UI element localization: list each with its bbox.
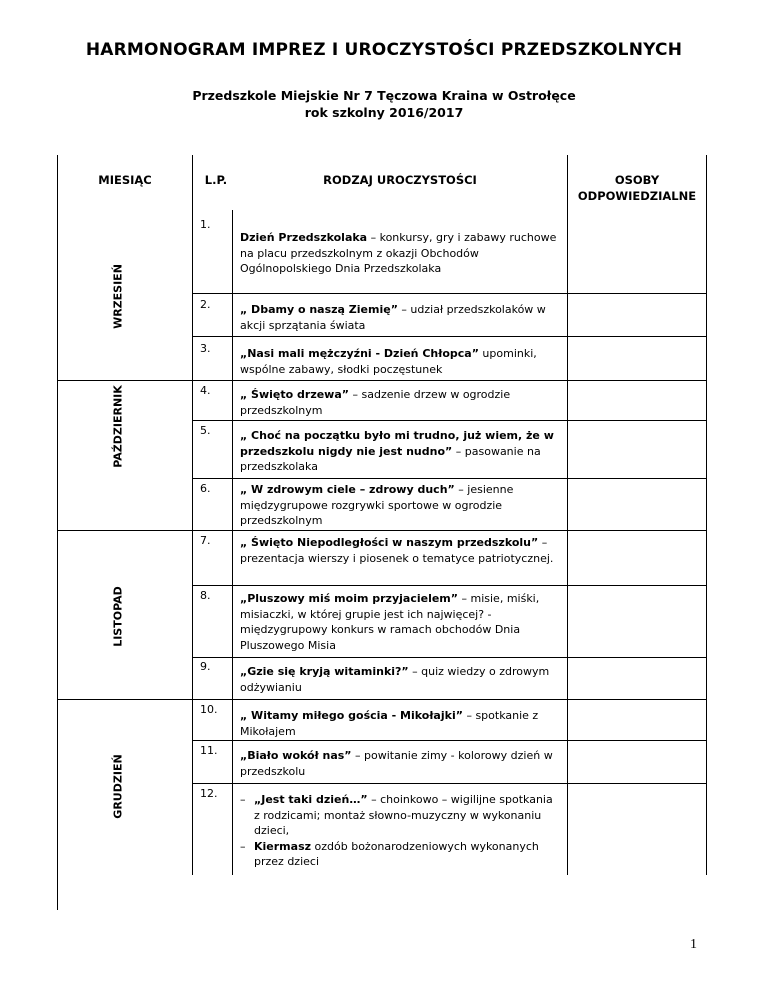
month-separator <box>57 699 192 700</box>
event-name: Dzień Przedszkolaka <box>240 231 368 244</box>
row-number: 2. <box>200 298 211 311</box>
month-label-wrzesien: WRZESIEŃ <box>111 264 125 329</box>
header-month: MIESIĄC <box>98 173 152 187</box>
header-persons <box>568 172 706 204</box>
event-name: „ W zdrowym ciele – zdrowy duch” <box>240 483 455 496</box>
row-line <box>192 420 706 421</box>
row-number: 11. <box>200 744 218 757</box>
event-description <box>240 428 560 475</box>
list-item <box>240 792 560 839</box>
row-number: 4. <box>200 384 211 397</box>
event-description <box>240 748 560 779</box>
event-name: „ Święto drzewa” <box>240 388 349 401</box>
page-number: 1 <box>690 937 697 952</box>
event-name: „ Święto Niepodległości w naszym przedszkolu” <box>240 536 539 549</box>
event-description <box>240 535 560 566</box>
header-persons-line1: OSOBY <box>614 173 660 187</box>
row-line <box>192 380 706 381</box>
event-details: – quiz wiedzy o zdrowym odżywianiu <box>240 665 550 694</box>
event-description-list <box>240 792 560 870</box>
event-details: – spotkanie z Mikołajem <box>240 709 539 738</box>
table-divider-event <box>567 155 568 875</box>
event-name: „Biało wokół nas” <box>240 749 352 762</box>
row-line <box>192 585 706 586</box>
event-description <box>240 346 560 377</box>
event-name: „ Witamy miłego gościa - Mikołajki” <box>240 709 463 722</box>
row-number: 9. <box>200 660 211 673</box>
event-name: „ Choć na początku było mi trudno, już wiem, że w przedszkolu nigdy nie jest nudno” <box>240 429 554 458</box>
event-description <box>240 591 560 653</box>
event-description <box>240 482 560 529</box>
event-details: – prezentacja wierszy i piosenek o tematyce patriotycznej. <box>240 536 554 565</box>
event-description <box>240 708 560 739</box>
event-details: – pasowanie na przedszkolaka <box>240 444 541 473</box>
row-line <box>192 293 706 294</box>
row-line <box>192 657 706 658</box>
row-line <box>192 478 706 479</box>
event-details: – jesienne międzygrupowe rozgrywki sportowe w ogrodzie przedszkolnym <box>240 483 514 527</box>
event-name: Kiermasz <box>254 839 312 853</box>
header-persons-line2: ODPOWIEDZIALNE <box>577 189 697 203</box>
event-details: – udział przedszkolaków w akcji sprzątania świata <box>240 303 546 332</box>
row-number: 5. <box>200 424 211 437</box>
table-border-left <box>57 155 58 910</box>
page-title: HARMONOGRAM IMPREZ I UROCZYSTOŚCI PRZEDSZKOLNYCH <box>85 40 683 60</box>
row-number: 10. <box>200 703 218 716</box>
event-details: – powitanie zimy - kolorowy dzień w przedszkolu <box>240 749 553 778</box>
school-year: rok szkolny 2016/2017 <box>304 105 464 120</box>
event-name: „Pluszowy miś moim przyjacielem” <box>240 592 458 605</box>
event-details: ozdób bożonarodzeniowych wykonanych przez dzieci <box>254 839 539 868</box>
event-details: – sadzenie drzew w ogrodzie przedszkolnym <box>240 388 511 417</box>
event-description <box>240 664 560 695</box>
row-line <box>192 336 706 337</box>
event-details: – misie, miśki, misiaczki, w której grupie jest ich najwięcej? - międzygrupowy konkurs w ramach obchodów Dnia Pluszowego Misia <box>240 592 540 652</box>
table-divider-month <box>192 155 193 875</box>
event-details: – konkursy, gry i zabawy ruchowe na placu przedszkolnym z okazji Obchodów Ogólnopolskiego Dnia Przedszkolaka <box>240 231 557 275</box>
event-details: upominki, wspólne zabawy, słodki poczęstunek <box>240 347 537 376</box>
school-name: Przedszkole Miejskie Nr 7 Tęczowa Kraina w Ostrołęce <box>192 88 576 103</box>
table-divider-lp <box>232 210 233 875</box>
row-number: 12. <box>200 787 218 800</box>
month-label-grudzien: GRUDZIEŃ <box>111 754 125 819</box>
row-number: 3. <box>200 342 211 355</box>
row-number: 8. <box>200 589 211 602</box>
row-line <box>192 699 706 700</box>
event-description <box>240 230 560 277</box>
event-description <box>240 302 560 333</box>
month-label-listopad: LISTOPAD <box>111 586 125 647</box>
event-name: „ Dbamy o naszą Ziemię” <box>240 303 398 316</box>
event-details: – choinkowo – wigilijne spotkania z rodzicami; montaż słowno-muzyczny w wykonaniu dzieci, <box>254 793 553 837</box>
row-number: 7. <box>200 534 211 547</box>
month-label-pazdziernik: PAŹDZIERNIK <box>111 385 125 468</box>
row-line <box>192 530 706 531</box>
list-dash: – <box>240 839 246 853</box>
row-number: 6. <box>200 482 211 495</box>
header-event: RODZAJ UROCZYSTOŚCI <box>323 173 477 187</box>
event-name: „Gzie się kryją witaminki?” <box>240 665 409 678</box>
table-border-right <box>706 155 707 875</box>
page-subtitle <box>0 87 768 121</box>
header-lp: L.P. <box>204 173 228 187</box>
event-name: „Nasi mali mężczyźni - Dzień Chłopca” <box>240 347 479 360</box>
event-name: „Jest taki dzień…” <box>254 793 368 806</box>
event-description <box>240 387 560 418</box>
row-line <box>192 740 706 741</box>
row-line <box>192 783 706 784</box>
list-item <box>240 839 560 870</box>
list-dash: – <box>240 793 246 806</box>
month-separator <box>57 530 192 531</box>
row-number: 1. <box>200 218 211 231</box>
month-separator <box>57 380 192 381</box>
